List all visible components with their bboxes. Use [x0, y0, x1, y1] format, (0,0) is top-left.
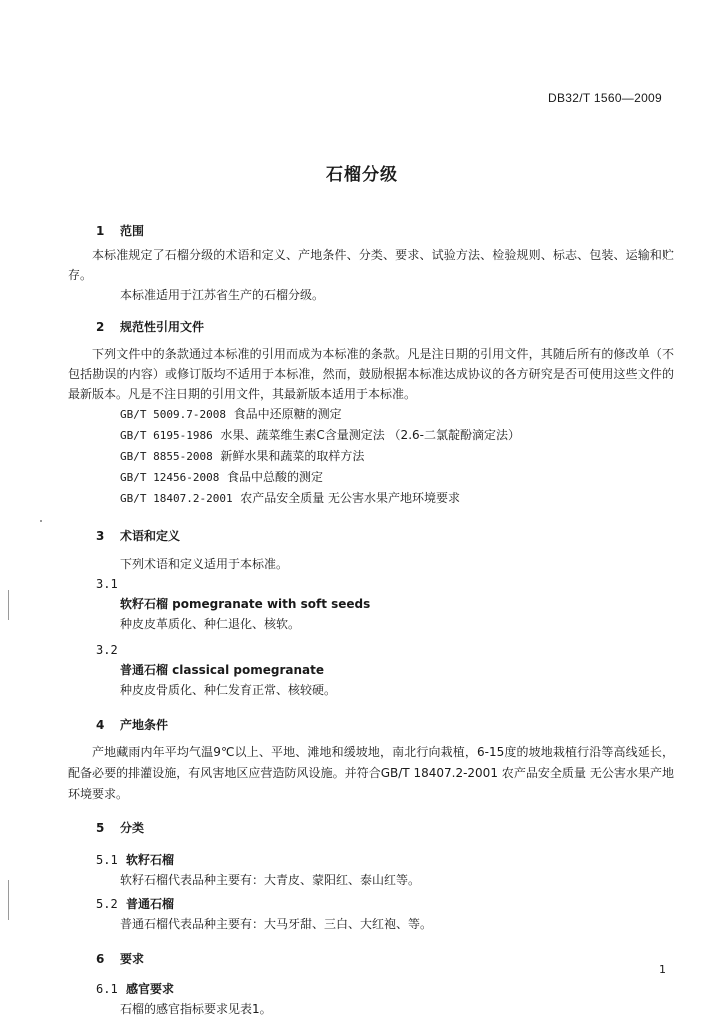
- section-title: 术语和定义: [120, 529, 181, 543]
- subsection-number: 3.1: [96, 577, 118, 591]
- subsection-number: 5.2: [96, 897, 118, 911]
- reference-item: [96, 404, 674, 425]
- section-number: 1: [96, 224, 105, 238]
- subsection-heading: [96, 979, 674, 999]
- document-code: DB32/T 1560—2009: [548, 91, 662, 105]
- section-number: 6: [96, 952, 105, 966]
- scan-artifact: [8, 880, 9, 920]
- reference-name: 新鲜水果和蔬菜的取样方法: [220, 449, 365, 463]
- classification-text: 普通石榴代表品种主要有：大马牙甜、三白、大红袍、等。: [120, 917, 433, 931]
- reference-code: GB/T 8855-2008: [120, 450, 213, 463]
- section-heading-classification: [96, 819, 674, 836]
- subsection-title: 感官要求: [126, 982, 175, 996]
- subsection-number: 5.1: [96, 853, 118, 867]
- section-heading-origin-conditions: [96, 716, 674, 733]
- subsection-number: 6.1: [96, 982, 118, 996]
- requirements-text: 石榴的感官指标要求见表1。: [120, 1002, 272, 1016]
- reference-item: [96, 425, 674, 446]
- document-body: [68, 222, 674, 1019]
- subsection-heading: [96, 850, 674, 870]
- section-number: 5: [96, 821, 105, 835]
- origin-conditions-text: 产地藏雨内年平均气温9℃以上、平地、滩地和缓坡地，南北行向栽植，6-15度的坡地栽植行沿等高线延长，配备必要的排灌设施，有风害地区应营造防风设施。并符合GB/T 18407.2-2001 农产品安全质量 无公害水果产地环境要求。: [68, 745, 674, 801]
- document-title: 石榴分级: [326, 165, 398, 185]
- reference-name: 食品中还原糖的测定: [233, 407, 342, 421]
- section-heading-normative-references: [96, 318, 674, 335]
- terms-intro: 下列术语和定义适用于本标准。: [120, 557, 289, 571]
- reference-code: GB/T 6195-1986: [120, 429, 213, 442]
- paragraph: [68, 245, 674, 285]
- reference-name: 食品中总酸的测定: [226, 470, 323, 484]
- scope-text: 本标准规定了石榴分级的术语和定义、产地条件、分类、要求、试验方法、检验规则、标志、包装、运输和贮存。: [68, 248, 674, 282]
- section-title: 产地条件: [120, 718, 169, 732]
- reference-code: GB/T 5009.7-2008: [120, 408, 226, 421]
- section-heading-scope: [96, 222, 674, 239]
- term-soft-seed: 软籽石榴 pomegranate with soft seeds: [120, 597, 371, 611]
- section-title: 分类: [120, 821, 145, 835]
- reference-code: GB/T 12456-2008: [120, 471, 220, 484]
- reference-item: [96, 467, 674, 488]
- section-title: 规范性引用文件: [120, 320, 205, 334]
- references-intro: 下列文件中的条款通过本标准的引用而成为本标准的条款。凡是注日期的引用文件，其随后所有的修改单（不包括勘误的内容）或修订版均不适用于本标准，然而，鼓励根据本标准达成协议的各方研究是否可使用这些文件的最新版本。凡是不注日期的引用文件，其最新版本适用于本标准。: [68, 347, 674, 401]
- term-number: [96, 640, 674, 660]
- section-number: 4: [96, 718, 105, 732]
- subsection-title: 软籽石榴: [126, 853, 175, 867]
- subsection-heading: [96, 894, 674, 914]
- section-number: 3: [96, 529, 105, 543]
- section-heading-requirements: [96, 950, 674, 967]
- term-definition: 种皮皮革质化、种仁退化、核软。: [120, 617, 301, 631]
- reference-name: 水果、蔬菜维生素C含量测定法 （2.6-二氯靛酚滴定法）: [220, 428, 520, 442]
- term-classical: 普通石榴 classical pomegranate: [120, 663, 325, 677]
- section-title: 要求: [120, 952, 145, 966]
- term-number: [96, 574, 674, 594]
- scope-applicability: 本标准适用于江苏省生产的石榴分级。: [120, 288, 325, 302]
- term-definition: 种皮皮骨质化、种仁发育正常、核较硬。: [120, 683, 337, 697]
- subsection-number: 3.2: [96, 643, 118, 657]
- scan-artifact: [8, 590, 9, 620]
- reference-item: [96, 488, 674, 509]
- reference-code: GB/T 18407.2-2001: [120, 492, 233, 505]
- page-number: 1: [659, 963, 666, 976]
- section-heading-terms: [96, 527, 674, 544]
- reference-item: [96, 446, 674, 467]
- subsection-title: 普通石榴: [126, 897, 175, 911]
- scan-artifact: [40, 520, 42, 522]
- reference-name: 农产品安全质量 无公害水果产地环境要求: [240, 491, 461, 505]
- classification-text: 软籽石榴代表品种主要有：大青皮、蒙阳红、泰山红等。: [120, 873, 421, 887]
- section-title: 范围: [120, 224, 145, 238]
- section-number: 2: [96, 320, 105, 334]
